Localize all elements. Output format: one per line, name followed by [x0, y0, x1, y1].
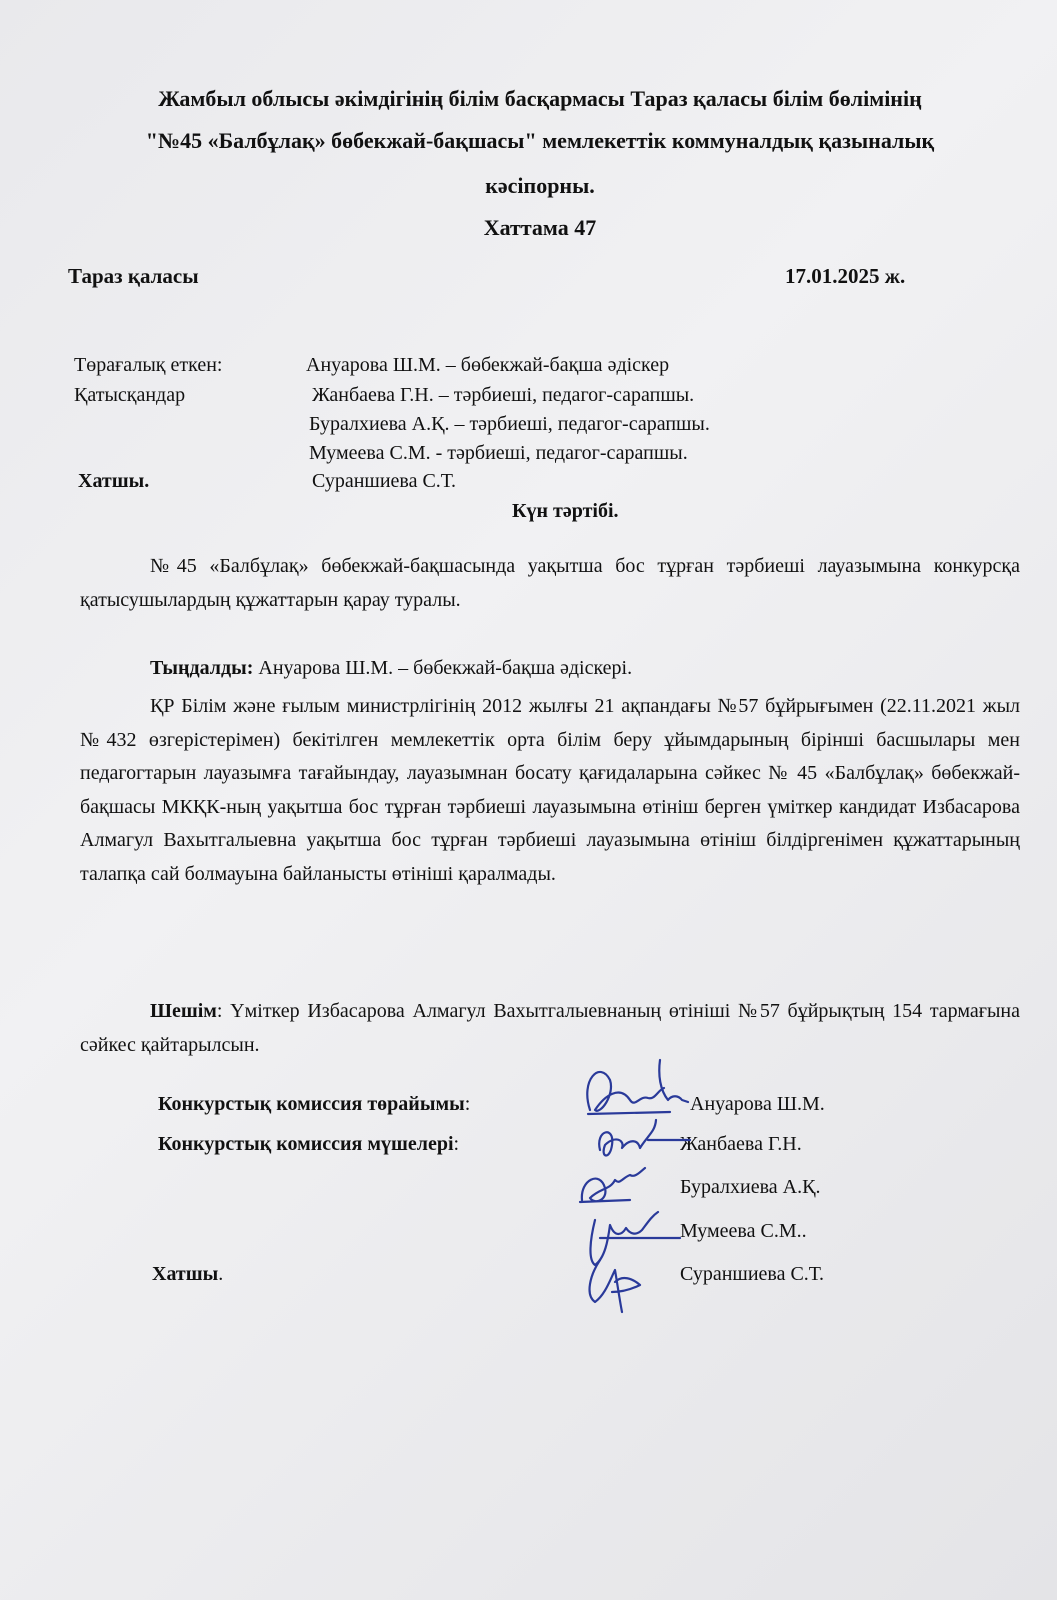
- chair-label: Төрағалық еткен:: [74, 354, 223, 376]
- agenda-title: Күн тәртібі.: [512, 500, 619, 522]
- sig-members-label: Конкурстық комиссия мүшелері:: [158, 1133, 460, 1155]
- header-line-1: Жамбыл облысы әкімдігінің білім басқармасы Тараз қаласы білім бөлімінің: [158, 86, 922, 111]
- header-line-3: кәсіпорны.: [485, 173, 595, 198]
- sig-chair-name: Ануарова Ш.М.: [690, 1093, 825, 1115]
- participant-3: Мумеева С.М. - тәрбиеші, педагог-сарапшы.: [309, 442, 688, 464]
- sig-member-3: Мумеева С.М..: [680, 1220, 807, 1242]
- chair-value: Ануарова Ш.М. – бөбекжай-бақша әдіскер: [306, 354, 670, 376]
- participant-1: Жанбаева Г.Н. – тәрбиеші, педагог-сарапшы.: [312, 384, 695, 406]
- decision-label: Шешім: [150, 1000, 217, 1022]
- place: Тараз қаласы: [68, 264, 199, 288]
- agenda-text: №45 «Балбұлақ» бөбекжай-бақшасында уақытша бос тұрған тәрбиеші лауазымына конкурсқа қатысушылардың құжаттарын қарау туралы.: [80, 555, 1020, 611]
- date: 17.01.2025 ж.: [785, 264, 906, 288]
- secretary-label: Хатшы.: [78, 470, 150, 492]
- heard-text: Ануарова Ш.М. – бөбекжай-бақша әдіскері.: [253, 657, 633, 679]
- sig-member-1: Жанбаева Г.Н.: [680, 1133, 802, 1155]
- sig-member-2: Буралхиева А.Қ.: [680, 1176, 821, 1198]
- protocol-number: Хаттама 47: [483, 215, 597, 240]
- heard-label: Тыңдалды:: [150, 657, 254, 679]
- header-line-2: "№45 «Балбұлақ» бөбекжай-бақшасы" мемлекеттік коммуналдық қазыналық: [145, 128, 935, 153]
- participant-2: Буралхиева А.Қ. – тәрбиеші, педагог-сарапшы.: [309, 413, 710, 435]
- sig-chair-label: Конкурстық комиссия төрайымы:: [158, 1093, 471, 1115]
- decision-text: : Үміткер Избасарова Алмагул Вахытгалыевнаның өтініші №57 бұйрықтың 154 тармағына сәйкес қайтарылсын.: [80, 1000, 1020, 1056]
- handwritten-signatures: [560, 1040, 700, 1320]
- participants-label: Қатысқандар: [74, 384, 186, 406]
- sig-secretary-label: Хатшы.: [152, 1263, 224, 1285]
- body-paragraph: ҚР Білім және ғылым министрлігінің 2012 жылғы 21 ақпандағы №57 бұйрығымен (22.11.2021 жыл №432 өзгерістерімен) бекітілген мемлекеттік орта білім беру ұйымдарының бірінші басшылары мен педагогтарын лауазымға тағайындау, лауазымнан босату қағидаларына сәйкес № 45 «Балбұлақ» бөбекжай-бақшасы МКҚК-ның уақытша бос тұрған тәрбиеші лауазымына өтініш берген үміткер кандидат Избасарова Алмагул Вахытгалыевна уақытша бос тұрған тәрбиеші лауазымына өтініш білдіргенімен құжаттарының талапқа сай болмауына байланысты өтініші қаралмады.: [80, 695, 1020, 885]
- heard-paragraph: [80, 652, 1020, 686]
- decision-paragraph: [80, 995, 1020, 1062]
- secretary-value: Сураншиева С.Т.: [312, 470, 457, 492]
- sig-secretary-name: Сураншиева С.Т.: [680, 1263, 825, 1285]
